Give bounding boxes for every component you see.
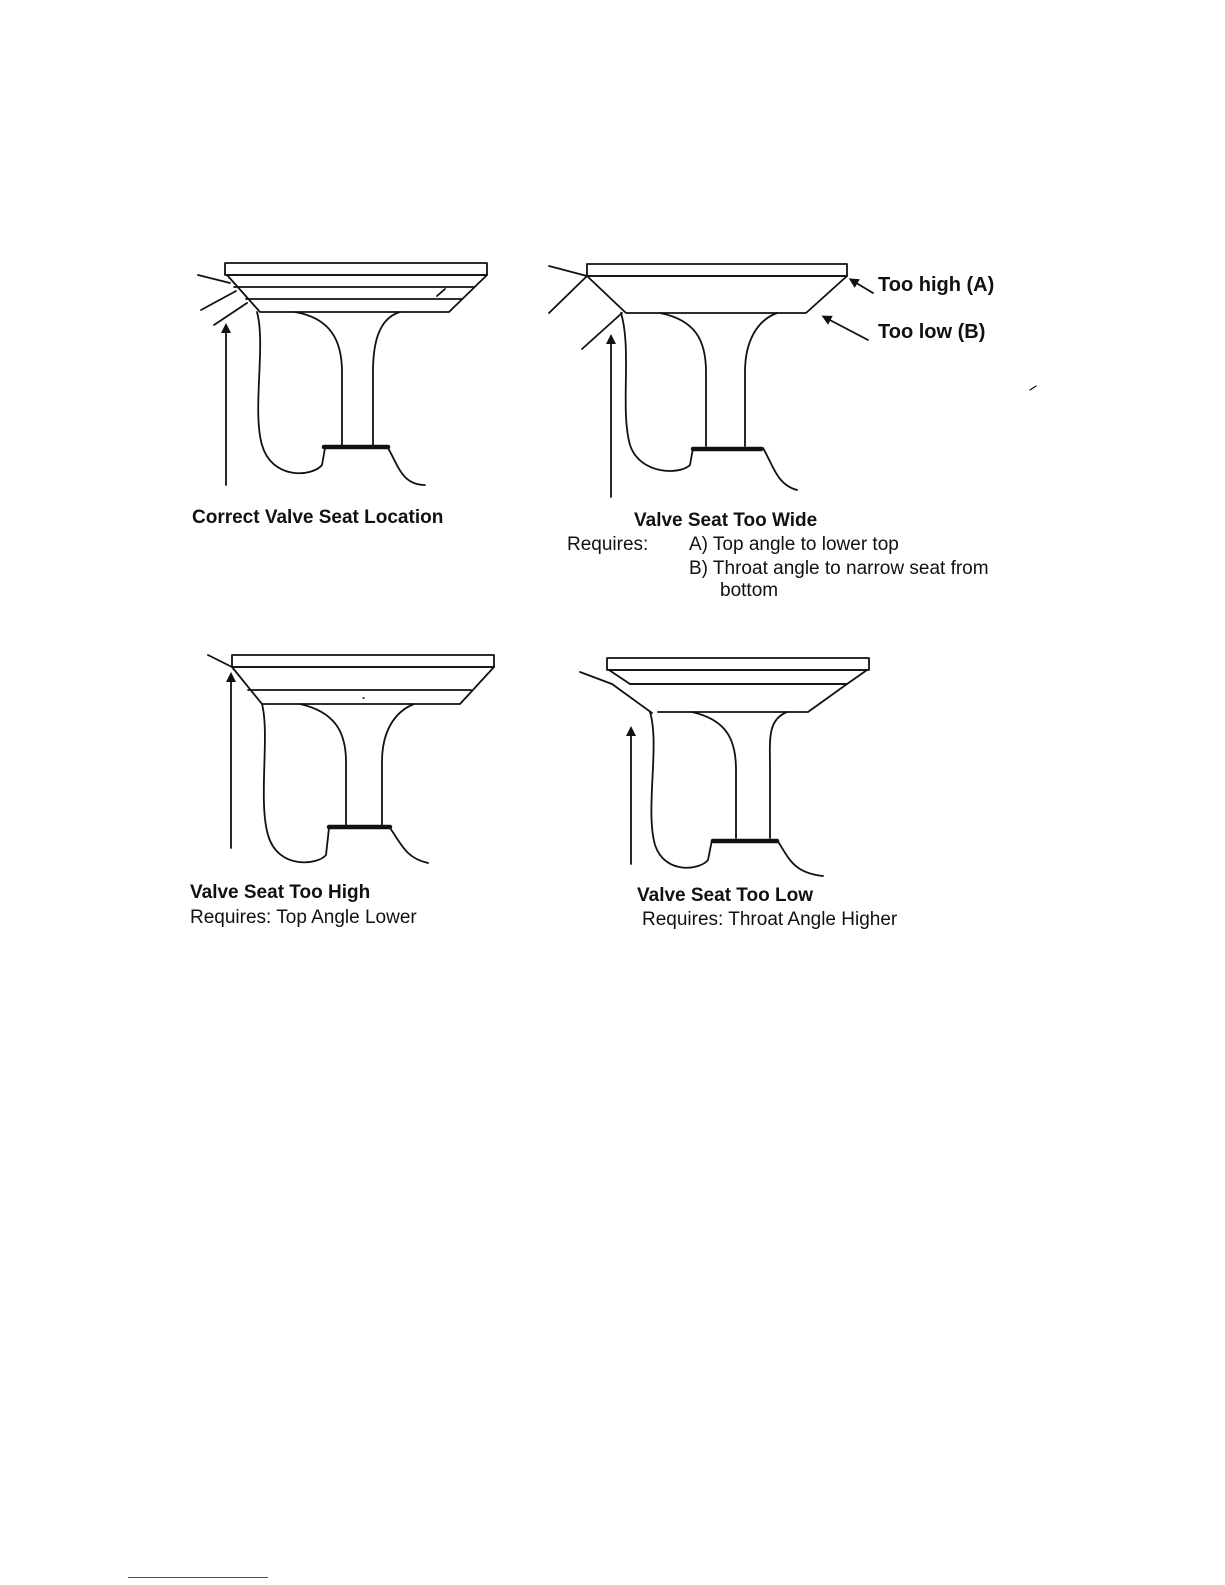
wide-requires-label: Requires: <box>567 534 649 555</box>
callout-too-high: Too high (A) <box>878 274 995 296</box>
wide-item-b: B) Throat angle to narrow seat from <box>689 558 989 579</box>
callout-too-low: Too low (B) <box>878 321 986 343</box>
valve-too-high <box>208 655 494 863</box>
valve-too-wide <box>549 264 1036 497</box>
valve-too-low <box>580 658 869 876</box>
high-requires: Requires: Top Angle Lower <box>190 907 417 928</box>
footer-rule <box>128 1577 268 1578</box>
valve-correct <box>198 263 487 485</box>
correct-title: Correct Valve Seat Location <box>192 507 444 528</box>
wide-item-b-cont: bottom <box>720 580 779 601</box>
low-title: Valve Seat Too Low <box>637 885 813 906</box>
wide-title: Valve Seat Too Wide <box>634 510 818 531</box>
low-requires: Requires: Throat Angle Higher <box>642 909 898 930</box>
wide-item-a: A) Top angle to lower top <box>689 534 899 555</box>
high-title: Valve Seat Too High <box>190 882 371 903</box>
